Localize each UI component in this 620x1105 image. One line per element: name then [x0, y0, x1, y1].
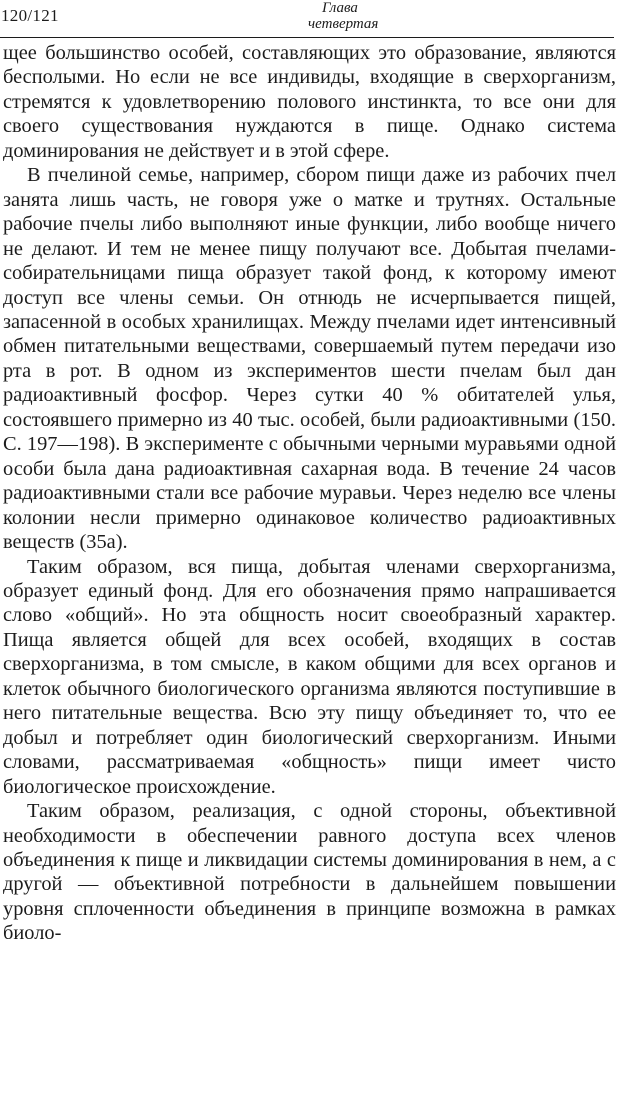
paragraph-common-fund: Таким образом, вся пища, добытая членами сверхорганизма, образует единый фонд. Для его обозначения прямо напрашивается слово «общий». Но эта общность носит своеобразный характер. Пища является общей для всех особей, входящих в состав сверхорганизма, в том смысле, в каком общими для всех органов и клеток обычного биологического организма являются поступившие в него питательные вещества. Всю эту пищу объединяет то, что ее добыл и потребляет один биологический сверхорганизм. Иными словами, рассматриваемая «общность» пищи имеет чисто биологическое происхождение.	[3, 555, 616, 798]
running-head-chapter: Глава	[322, 0, 358, 16]
page-number: 120/121	[1, 6, 59, 25]
header-rule	[0, 37, 614, 38]
paragraph-conclusion: Таким образом, реализация, с одной стороны, объективной необходимости в обеспечении равного доступа всех членов объединения к пище и ликвидации системы доминирования в нем, а с другой — объективной потребности в дальнейшем повышении уровня сплоченности объединения в принципе возможна в рамках биоло-	[3, 800, 616, 945]
body-text	[3, 41, 616, 946]
page-header	[0, 0, 620, 40]
paragraph-bee-colony: В пчелиной семье, например, сбором пищи даже из рабочих пчел занята лишь часть, не говоря уже о матке и трутнях. Остальные рабочие пчелы либо выполняют иные функции, либо вообще ничего не делают. И тем не менее пищу получают все. Добытая пчелами-собирательницами пища образует такой фонд, к которому имеют доступ все члены семьи. Он отнюдь не исчерпывается пищей, запасенной в особых хранилищах. Между пчелами идет интенсивный обмен питательными веществами, совершаемый путем передачи изо рта в рот. В одном из экспериментов шести пчелам был дан радиоактивный фосфор. Через сутки 40 % обитателей улья, состоявшего примерно из 40 тыс. особей, были радиоактивными (150. С. 197—198). В эксперименте с обычными черными муравьями одной особи была дана радиоактивная сахарная вода. В течение 24 часов радиоактивными стали все рабочие муравьи. Через неделю все члены колонии несли примерно одинаковое количество радиоактивных веществ (35а).	[3, 164, 616, 554]
running-head	[308, 0, 378, 32]
running-head-chapter-number: четвертая	[308, 16, 379, 32]
paragraph-continued: щее большинство особей, составляющих это образование, являются бесполыми. Но если не все индивиды, входящие в сверхорганизм, стремятся к удовлетворению полового инстинкта, то все они для своего существования нуждаются в пище. Однако система доминирования не действует и в этой сфере.	[3, 42, 616, 162]
